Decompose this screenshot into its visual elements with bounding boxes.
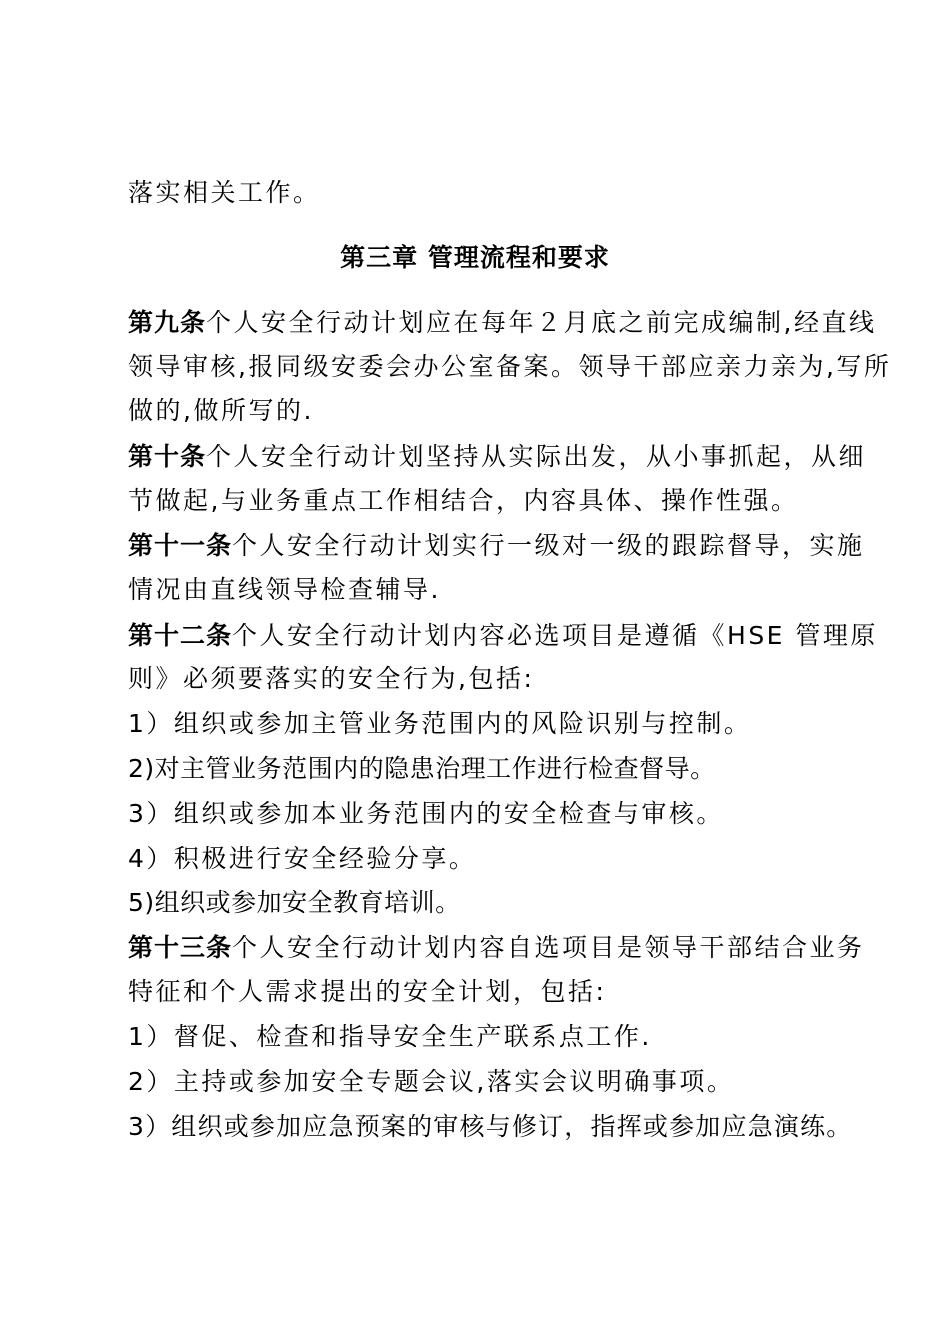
article-13-line-2: 特征和个人需求提出的安全计划，包括: bbox=[128, 977, 607, 1006]
article-11-line-1 bbox=[128, 529, 865, 563]
text-line: 落实相关工作。 bbox=[128, 178, 321, 207]
article-12-item-4: 4）积极进行安全经验分享。 bbox=[128, 844, 477, 873]
article-9-text: 个人安全行动计划应在每年２月底之前完成编制,经直线 bbox=[206, 308, 877, 337]
article-12-item-1: 1）组织或参加主管业务范围内的风险识别与控制。 bbox=[128, 709, 752, 738]
article-12-text: 个人安全行动计划内容必选项目是遵循《HSE 管理原 bbox=[232, 621, 878, 650]
article-13-text: 个人安全行动计划内容自选项目是领导干部结合业务 bbox=[232, 933, 865, 962]
article-10-label: 第十条 bbox=[128, 442, 207, 471]
article-12-label: 第十二条 bbox=[128, 621, 233, 650]
article-13-item-2: 2）主持或参加安全专题会议,落实会议明确事项。 bbox=[128, 1067, 735, 1096]
article-10-line-1 bbox=[128, 440, 867, 474]
article-9-label: 第九条 bbox=[128, 308, 207, 337]
article-9-line-2: 领导审核,报同级安委会办公室备案。领导干部应亲力亲为,写所 bbox=[128, 352, 892, 381]
article-11-line-2: 情况由直线领导检查辅导. bbox=[128, 575, 441, 604]
article-12-line-1 bbox=[128, 619, 878, 653]
article-12-item-2: 2)对主管业务范围内的隐患治理工作进行检查督导。 bbox=[128, 754, 716, 783]
article-12-line-2: 则》必须要落实的安全行为,包括: bbox=[128, 664, 535, 693]
article-12-item-3: 3）组织或参加本业务范围内的安全检查与审核。 bbox=[128, 799, 724, 828]
article-10-line-2: 节做起,与业务重点工作相结合，内容具体、操作性强。 bbox=[128, 486, 799, 515]
article-13-line-1 bbox=[128, 931, 865, 965]
article-13-item-3: 3）组织或参加应急预案的审核与修订，指挥或参加应急演练。 bbox=[128, 1112, 853, 1141]
article-11-label: 第十一条 bbox=[128, 531, 233, 560]
article-9-line-1 bbox=[128, 306, 877, 340]
article-11-text: 个人安全行动计划实行一级对一级的跟踪督导，实施 bbox=[232, 531, 865, 560]
article-12-item-5: 5)组织或参加安全教育培训。 bbox=[128, 888, 461, 917]
article-9-line-3: 做的,做所写的. bbox=[128, 396, 314, 425]
article-10-text: 个人安全行动计划坚持从实际出发，从小事抓起，从细 bbox=[206, 442, 867, 471]
article-13-label: 第十三条 bbox=[128, 933, 233, 962]
article-13-item-1: 1）督促、检查和指导安全生产联系点工作. bbox=[128, 1022, 652, 1051]
chapter-heading: 第三章 管理流程和要求 bbox=[340, 243, 610, 272]
